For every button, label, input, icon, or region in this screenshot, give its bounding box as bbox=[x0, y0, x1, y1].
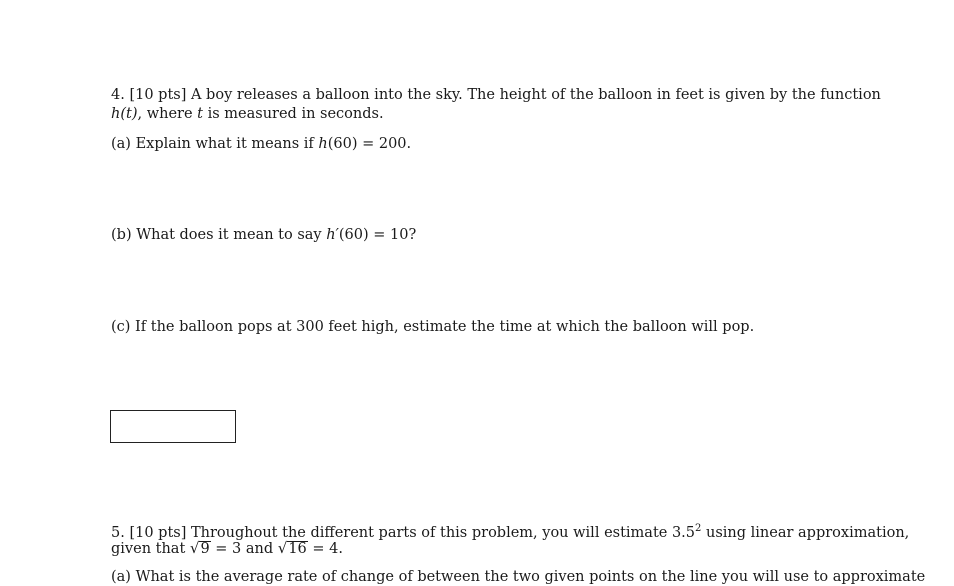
problem-4-statement-line-1 bbox=[111, 86, 881, 104]
sqrt-16: √16 bbox=[277, 539, 307, 557]
part-a-text: (a) What is the average rate of change of between the two given points on the line you will use to approximate bbox=[111, 569, 926, 585]
problem-5-text: 5. [10 pts] Throughout the different parts of this problem, you will estimate 3.5 bbox=[111, 524, 696, 541]
text-segment: , where bbox=[137, 106, 198, 122]
text-segment: using linear approximation, bbox=[701, 524, 910, 541]
problem-4-part-b bbox=[111, 226, 416, 244]
text-segment: given that bbox=[111, 541, 190, 557]
text-segment: = 3 and bbox=[210, 541, 278, 557]
answer-box[interactable] bbox=[110, 410, 236, 443]
problem-4-part-c bbox=[111, 318, 754, 336]
problem-5-part-a-cut bbox=[111, 568, 925, 586]
radicand-16: 16 bbox=[288, 541, 307, 557]
text-segment: = 4. bbox=[307, 541, 343, 557]
part-a-text: (a) Explain what it means if bbox=[111, 136, 319, 152]
part-b-text: (b) What does it mean to say bbox=[111, 227, 327, 243]
part-b-expr: (60) = 10? bbox=[338, 227, 417, 243]
problem-4-part-a bbox=[111, 135, 411, 153]
problem-4-statement-line-2 bbox=[111, 105, 384, 123]
problem-5-statement-line-2 bbox=[111, 539, 343, 558]
derivative-h-prime: h′ bbox=[326, 227, 339, 243]
part-a-expr: (60) = 200. bbox=[327, 136, 412, 152]
problem-4-text: 4. [10 pts] A boy releases a balloon into the sky. The height of the balloon in feet is given by the function bbox=[111, 87, 881, 103]
exponent: 2 bbox=[695, 523, 702, 534]
function-notation: h(t) bbox=[111, 106, 138, 122]
part-c-text: (c) If the balloon pops at 300 feet high, estimate the time at which the balloon will pop. bbox=[111, 319, 755, 335]
function-h: h bbox=[318, 136, 328, 152]
sqrt-9: √9 bbox=[189, 539, 210, 557]
text-segment: is measured in seconds. bbox=[202, 106, 384, 122]
radicand-9: 9 bbox=[200, 541, 210, 557]
variable-t: t bbox=[197, 106, 203, 122]
